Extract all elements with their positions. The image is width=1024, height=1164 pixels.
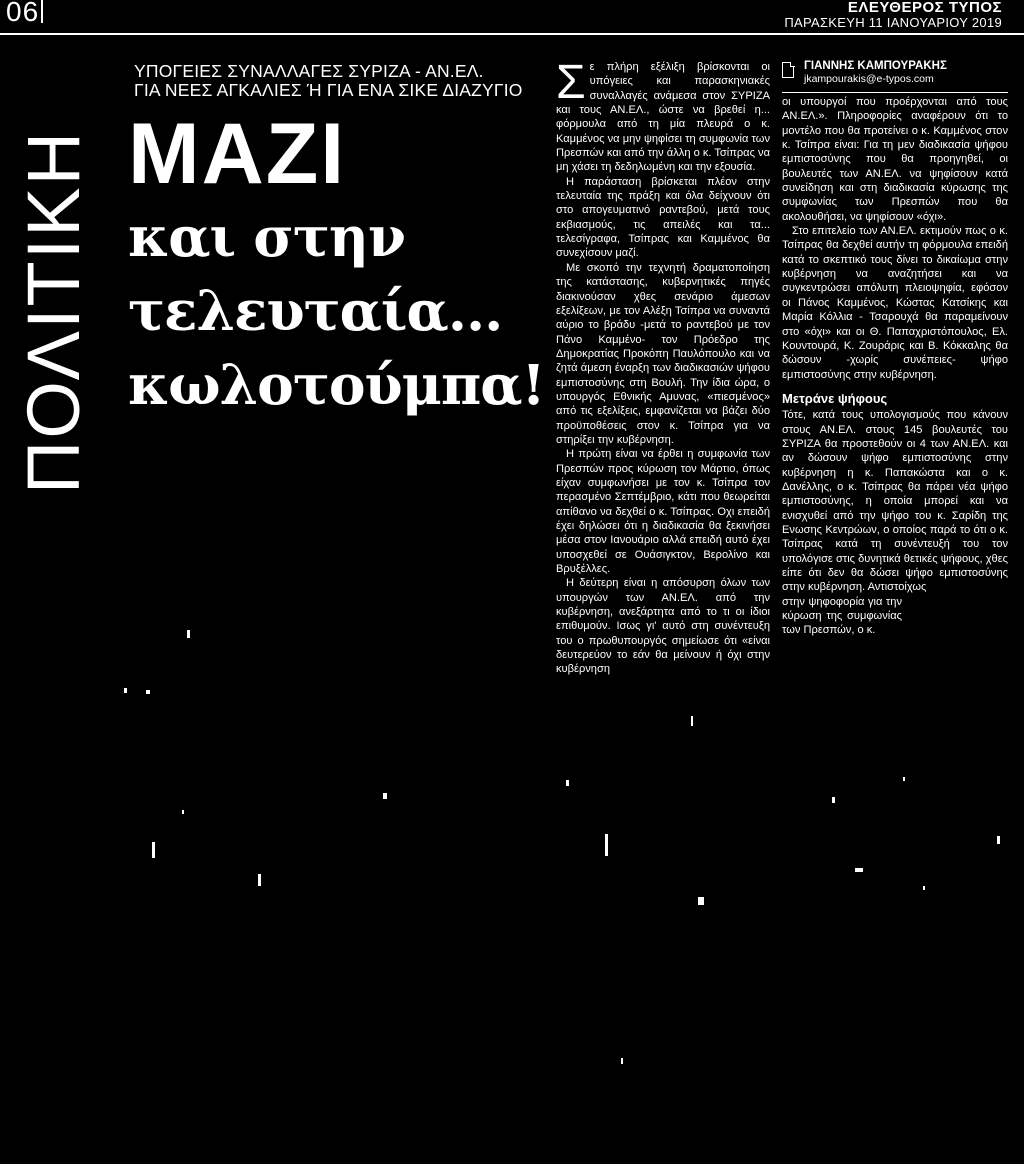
article-column-2 — [782, 95, 1008, 638]
headline-line: ΜΑΖΙ — [128, 106, 347, 202]
scan-speck — [566, 780, 569, 786]
scan-speck — [621, 1058, 623, 1064]
author-name: ΓΙΑΝΝΗΣ ΚΑΜΠΟΥΡΑΚΗΣ — [804, 60, 947, 72]
scan-speck — [997, 836, 1000, 844]
scan-speck — [187, 630, 190, 638]
paragraph: στην ψηφοφορία για την κύρωση της συμφωνίας των Πρεσπών, ο κ. — [782, 595, 902, 637]
byline-rule — [782, 92, 1008, 93]
paper-name: ΕΛΕΥΘΕΡΟΣ ΤΥΠΟΣ — [847, 0, 1002, 16]
paragraph: Η δεύτερη είναι η απόσυρση όλων των υπουργών των ΑΝ.ΕΛ. από την κυβέρνηση, ανεξάρτητα από το τι οι ίδιοι επιθυμούν. Ισως γι' αυτό στη συνέντευξη του ο πρωθυπουργός σημείωσε ότι «είναι δευτερεύον το εάν θα μείνουν ή όχι στην κυβέρνηση — [556, 577, 770, 676]
paragraph: ε πλήρη εξέλιξη βρίσκονται οι υπόγειες και παρασκηνιακές συναλλαγές ανάμεσα στον ΣΥΡΙΖΑ και τους ΑΝ.ΕΛ., ώστε να βρεθεί η... φόρμουλα από τη μία πλευρά ο κ. Καμμένος να μην ψηφίσει τη συμφωνία των Πρεσπών και από την άλλη ο κ. Τσίπρας να μη χάσει τη δεδηλωμένη και την εξουσία. — [556, 61, 770, 174]
paragraph: Με σκοπό την τεχνητή δραματοποίηση της κατάστασης, κυβερνητικές πηγές διακινούσαν χθες σενάριο άμεσων εξελίξεων, με τον Αλέξη Τσίπρα να συναντά αύριο το βράδυ -μετά το ραντεβού με τον Πάνο Καμμένο- τον Πρόεδρο της Δημοκρατίας Προκόπη Παυλόπουλο και να ζητά άμεση έναρξη των διαδικασιών ψήφου εμπιστοσύνης στη Βουλή. Την ίδια ώρα, ο υπουργός Εθνικής Αμυνας, «πιεσμένος» από τις εξελίξεις, εμφανίζεται να βάζει δύο προϋποθέσεις στον κ. Τσίπρα για να στηρίξει την κυβέρνηση. — [556, 261, 770, 446]
page-number: 06 — [6, 0, 43, 28]
scan-speck — [605, 834, 608, 856]
scan-speck — [903, 777, 905, 781]
paragraph: οι υπουργοί που προέρχονται από τους ΑΝ.ΕΛ.». Πληροφορίες αναφέρουν ότι το μοντέλο που θα προτείνει ο κ. Καμμένος στον κ. Τσίπρα είναι: Για τη μεν διαδικασία ψήφου εμπιστοσύνης που θα προηγηθεί, οι βουλευτές των ΑΝ.ΕΛ. να ψηφίσουν κατά συνείδηση και στη διαδικασία κύρωσης της συμφωνίας των Πρεσπών που θα ακολουθήσει, να ψηφίσουν «όχι». — [782, 96, 1008, 223]
scan-speck — [152, 842, 155, 858]
scan-speck — [383, 793, 387, 799]
subhead: Μετράνε ψήφους — [782, 390, 888, 406]
drop-cap: Σ — [556, 56, 586, 109]
masthead — [784, 0, 1002, 29]
scan-speck — [182, 810, 184, 814]
scan-speck — [698, 897, 704, 905]
scan-speck — [832, 797, 835, 803]
headline — [128, 108, 548, 422]
top-rule — [0, 33, 1024, 35]
scan-speck — [691, 716, 693, 726]
document-icon — [782, 62, 794, 78]
author-email[interactable]: jkampourakis@e-typos.com — [804, 73, 934, 85]
kicker — [134, 62, 523, 100]
scan-speck — [258, 874, 261, 886]
scan-speck — [855, 868, 863, 872]
kicker-line: ΓΙΑ ΝΕΕΣ ΑΓΚΑΛΙΕΣ Ή ΓΙΑ ΕΝΑ ΣΙΚΕ ΔΙΑΖΥΓΙΟ — [134, 80, 523, 100]
kicker-line: ΥΠΟΓΕΙΕΣ ΣΥΝΑΛΛΑΓΕΣ ΣΥΡΙΖΑ - ΑΝ.ΕΛ. — [134, 61, 484, 81]
headline-line: τελευταία... — [128, 278, 503, 343]
scan-speck — [124, 688, 127, 693]
paragraph: Η πρώτη είναι να έρθει η συμφωνία των Πρεσπών προς κύρωση τον Μάρτιο, όπως είχαν συμφωνήσει με τον κ. Τσίπρα τον περασμένο Σεπτέμβριο, κάτι που θεωρείται απίθανο να δεχθεί ο κ. Τσίπρας. Οχι επειδή έχει δηλώσει ότι η διαδικασία θα ξεκινήσει μέσα στον Ιανουάριο αλλά επειδή αυτό έχει υποσχεθεί σε Ουάσιγκτον, Βερολίνο και Βρυξέλλες. — [556, 448, 770, 576]
article-column-1 — [556, 56, 770, 677]
headline-line: και στην — [128, 204, 406, 269]
paragraph: Στο επιτελείο των ΑΝ.ΕΛ. εκτιμούν πως ο κ. Τσίπρας θα δεχθεί αυτήν τη φόρμουλα επειδή κατά το σκεπτικό τους δίνει το δικαίωμα στην κυβέρνηση να αναζητήσει και να συγκεντρώσει απόλυτη πλειοψηφία, εφόσον οι Πάνος Καμμένος, Κώστας Κατσίκης και Μαρία Κόλλια - Τσαρουχά θα παραμείνουν στο «όχι» και οι Θ. Παπαχριστόπουλος, Ελ. Κουντουρά, Κ. Ζουράρις και Β. Κόκκαλης θα δώσουν -χωρίς συνέπειες- ψήφο εμπιστοσύνης στην κυβέρνηση. — [782, 225, 1008, 381]
headline-line: κωλοτούμπα! — [128, 352, 545, 417]
section-label: ΠΟΛΙΤΙΚΗ — [12, 129, 95, 495]
paragraph: Η παράσταση βρίσκεται πλέον στην τελευταία της πράξη και όλα δείχνουν ότι στο απογευματινό ραντεβού, μετά τους εκβιασμούς, τις απειλές και τα... τελεσίγραφα, Τσίπρας και Καμμένος θα συνεχίσουν μαζί. — [556, 175, 770, 260]
scan-speck — [923, 886, 925, 890]
scan-speck — [146, 690, 150, 694]
issue-date: ΠΑΡΑΣΚΕΥΗ 11 ΙΑΝΟΥΑΡΙΟΥ 2019 — [784, 14, 1002, 30]
paragraph: Τότε, κατά τους υπολογισμούς που κάνουν στους ΑΝ.ΕΛ. στους 145 βουλευτές του ΣΥΡΙΖΑ θα προστεθούν οι 4 των ΑΝ.ΕΛ. και αν δώσουν ψήφο εμπιστοσύνης στην κυβέρνηση η κ. Παπακώστα και ο κ. Δανέλλης, ο κ. Τσίπρας θα πάρει νέα ψήφο εμπιστοσύνης, η οποία μπορεί και να ενισχυθεί από την ψήφο του κ. Σαρίδη της Ενωσης Κεντρώων, ο οποίος παρά το ότι ο κ. Τσίπρας κατά τη συνέντευξή του τον υπολόγισε στις δυνητικά θετικές ψήφους, χθες είπε ότι δεν θα δώσει ψήφο εμπιστοσύνης στην κυβέρνηση. Αντιστοίχως — [782, 409, 1008, 594]
